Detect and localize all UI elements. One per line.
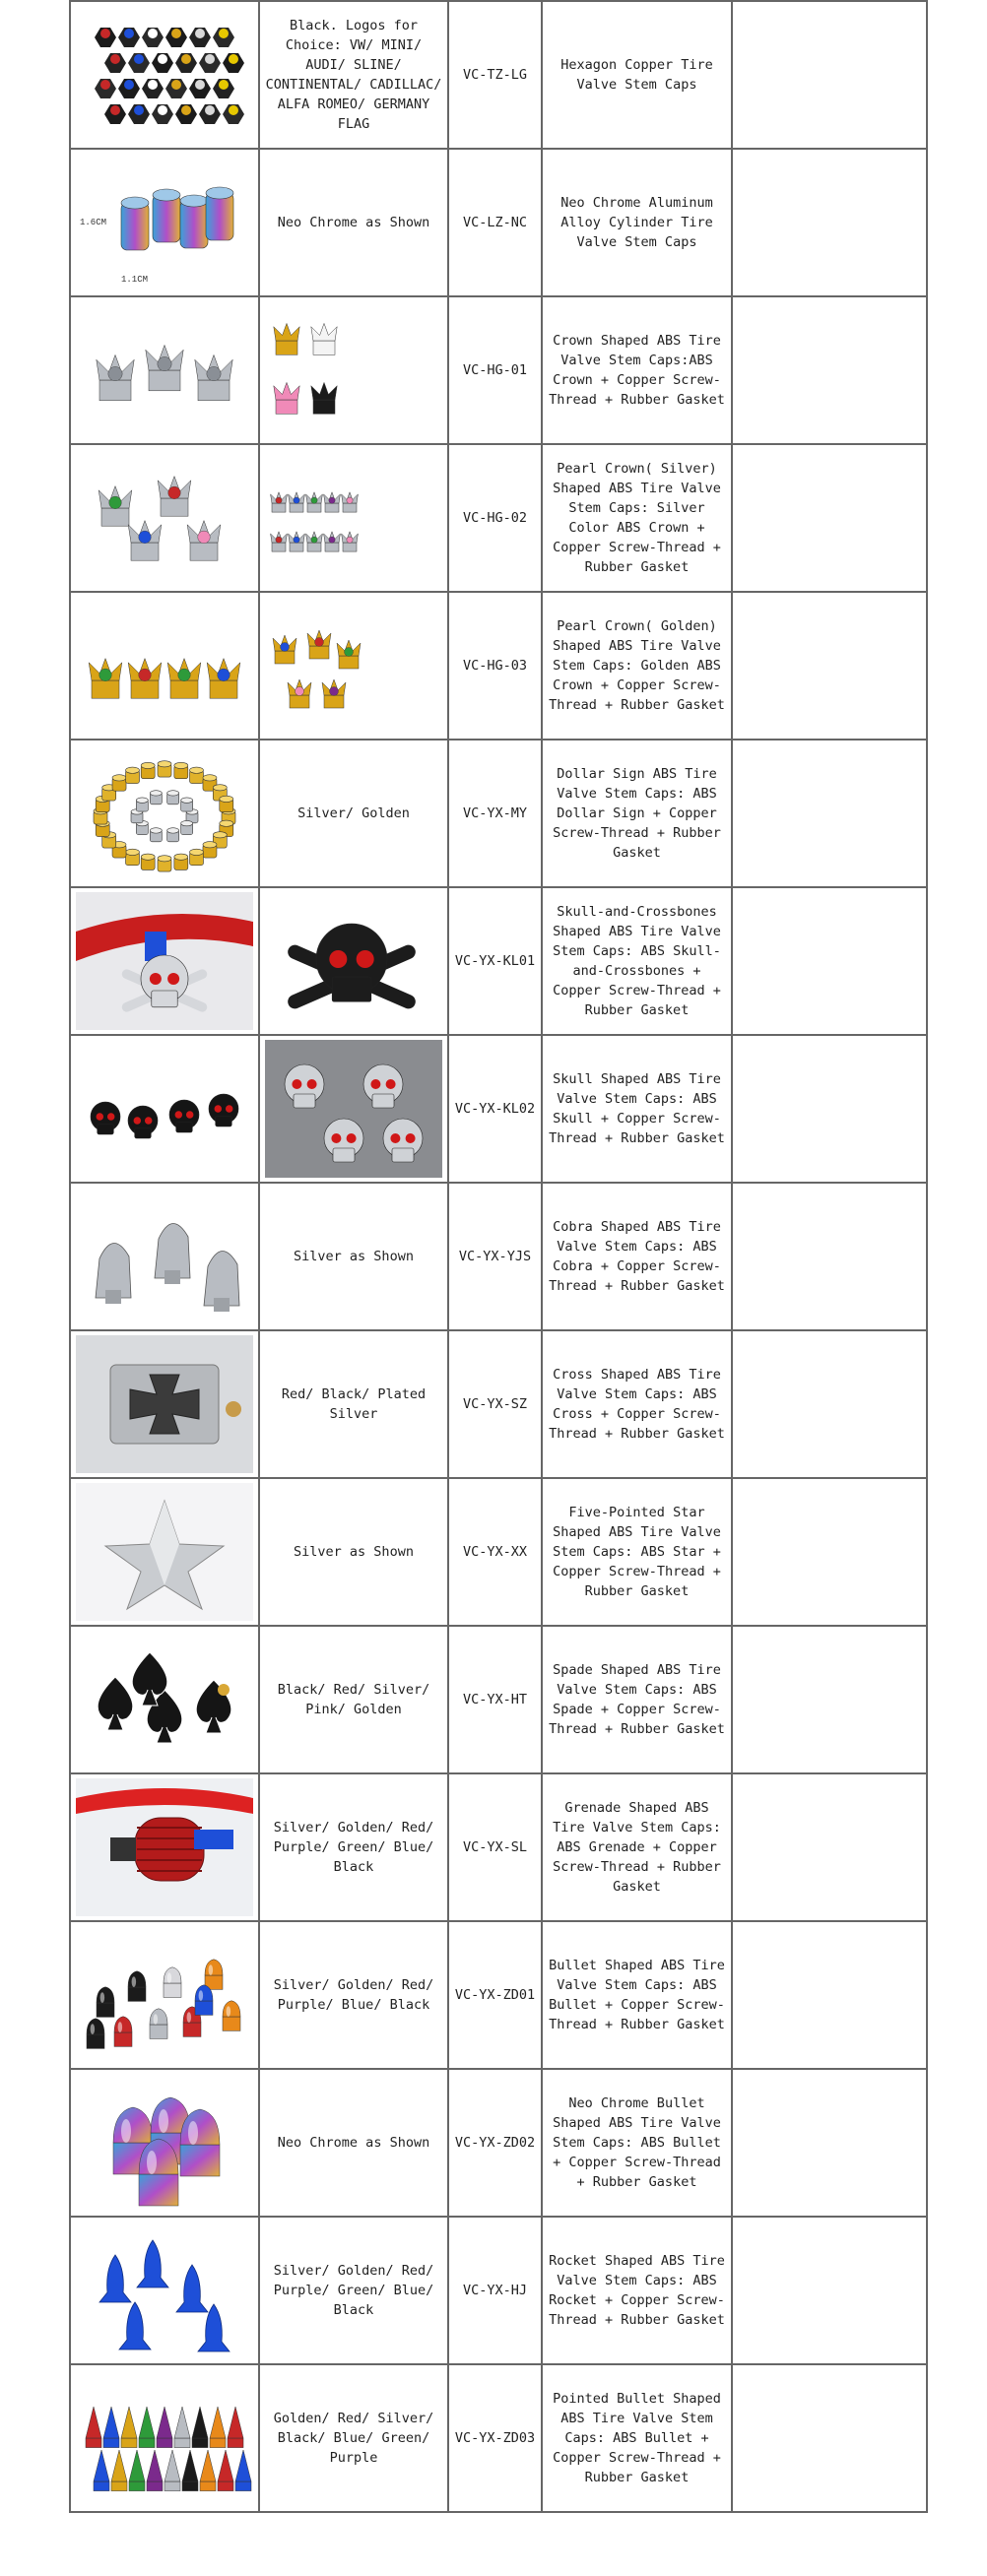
color-options: Golden/ Red/ Silver/ Black/ Blue/ Green/ Purple <box>273 2411 434 2466</box>
product-photo <box>76 597 253 735</box>
product-row <box>70 296 927 444</box>
product-row <box>70 887 927 1035</box>
product-photo-alt-cell <box>259 444 448 592</box>
product-photo-cell <box>70 296 259 444</box>
product-photo <box>76 1335 253 1473</box>
empty-cell <box>732 887 927 1035</box>
product-description: Pearl Crown( Silver) Shaped ABS Tire Valve Stem Caps: Silver Color ABS Crown + Copper Screw-Thread + Rubber Gasket <box>553 461 721 575</box>
product-code-cell <box>448 444 542 592</box>
crown-caps-image <box>76 301 253 439</box>
product-photo <box>76 1631 253 1769</box>
color-options: Silver as Shown <box>294 1249 414 1264</box>
product-photo-cell <box>70 2069 259 2217</box>
product-row <box>70 1035 927 1183</box>
product-photo-alt-cell <box>259 1035 448 1183</box>
product-code-cell <box>448 740 542 887</box>
product-code: VC-YX-YJS <box>458 1249 532 1264</box>
product-description: Neo Chrome Aluminum Alloy Cylinder Tire Valve Stem Caps <box>560 195 713 250</box>
product-code: VC-YX-KL01 <box>454 953 536 969</box>
product-photo-alt <box>265 301 442 439</box>
product-description: Cobra Shaped ABS Tire Valve Stem Caps: ABS Cobra + Copper Screw-Thread + Rubber Gasket <box>549 1219 725 1294</box>
product-description-cell <box>542 1330 732 1478</box>
dollar-sign-caps-image <box>76 744 253 882</box>
product-photo-cell <box>70 1330 259 1478</box>
color-options-cell <box>259 1330 448 1478</box>
color-options-cell <box>259 740 448 887</box>
product-code: VC-LZ-NC <box>462 215 528 230</box>
empty-cell <box>732 1 927 149</box>
skull-black-caps-image <box>76 1040 253 1178</box>
product-photo-cell <box>70 2364 259 2512</box>
product-code: VC-YX-XX <box>462 1544 528 1560</box>
product-photo-alt <box>265 892 442 1030</box>
product-photo-cell <box>70 592 259 740</box>
product-description: Crown Shaped ABS Tire Valve Stem Caps:ABS Crown + Copper Screw-Thread + Rubber Gasket <box>549 333 725 408</box>
product-description: Pointed Bullet Shaped ABS Tire Valve Stem Caps: ABS Bullet + Copper Screw-Thread + Rubber Gasket <box>553 2391 721 2485</box>
product-row <box>70 1921 927 2069</box>
product-row <box>70 1773 927 1921</box>
product-photo <box>76 1188 253 1325</box>
pearl-crown-golden-group-image <box>265 597 442 735</box>
color-options: Silver/ Golden/ Red/ Purple/ Green/ Blue/ Black <box>273 2263 434 2318</box>
product-row <box>70 444 927 592</box>
product-code: VC-HG-01 <box>462 362 528 378</box>
product-code: VC-HG-03 <box>462 658 528 674</box>
product-photo <box>76 2369 253 2507</box>
color-options: Silver/ Golden/ Red/ Purple/ Green/ Blue/ Black <box>273 1820 434 1875</box>
product-row <box>70 1330 927 1478</box>
star-cap-image <box>76 1483 253 1621</box>
product-photo-cell <box>70 887 259 1035</box>
product-description: Neo Chrome Bullet Shaped ABS Tire Valve Stem Caps: ABS Bullet + Copper Screw-Thread + Rubber Gasket <box>553 2095 721 2190</box>
product-code: VC-TZ-LG <box>462 67 528 83</box>
product-photo-alt <box>265 1040 442 1178</box>
product-photo <box>76 301 253 439</box>
dimension-label-width: 1.6CM <box>80 218 107 227</box>
crown-caps-color-image <box>265 301 442 439</box>
product-description-cell <box>542 149 732 296</box>
product-code-cell <box>448 1183 542 1330</box>
color-options-cell <box>259 1 448 149</box>
product-photo <box>76 2222 253 2359</box>
product-row <box>70 1478 927 1626</box>
color-options: Black. Logos for Choice: VW/ MINI/ AUDI/ SLINE/ CONTINENTAL/ CADILLAC/ ALFA ROMEO/ GERMANY FLAG <box>265 18 442 132</box>
color-options-cell <box>259 1478 448 1626</box>
product-description-cell <box>542 444 732 592</box>
pearl-crown-silver-image <box>76 449 253 587</box>
product-description-cell <box>542 887 732 1035</box>
product-description: Bullet Shaped ABS Tire Valve Stem Caps: ABS Bullet + Copper Screw-Thread + Rubber Gasket <box>549 1958 725 2032</box>
product-photo <box>76 1483 253 1621</box>
product-code-cell <box>448 1035 542 1183</box>
logo-hex-caps-image <box>76 6 253 144</box>
product-code-cell <box>448 1921 542 2069</box>
product-photo <box>76 6 253 144</box>
product-code-cell <box>448 1478 542 1626</box>
color-options-cell <box>259 1773 448 1921</box>
empty-cell <box>732 1478 927 1626</box>
color-options: Silver/ Golden <box>297 805 410 821</box>
product-code-cell <box>448 296 542 444</box>
pearl-crown-golden-image <box>76 597 253 735</box>
product-description-cell <box>542 1773 732 1921</box>
color-options: Neo Chrome as Shown <box>277 215 430 230</box>
color-options-cell <box>259 1626 448 1773</box>
product-description-cell <box>542 1035 732 1183</box>
color-options-cell <box>259 149 448 296</box>
product-code: VC-YX-ZD02 <box>454 2135 536 2151</box>
product-description-cell <box>542 592 732 740</box>
product-photo-cell <box>70 1183 259 1330</box>
empty-cell <box>732 444 927 592</box>
product-row <box>70 740 927 887</box>
product-row <box>70 592 927 740</box>
product-photo-cell <box>70 149 259 296</box>
empty-cell <box>732 1626 927 1773</box>
spade-caps-image <box>76 1631 253 1769</box>
product-code-cell <box>448 592 542 740</box>
product-row <box>70 1 927 149</box>
product-code-cell <box>448 1 542 149</box>
product-photo <box>76 449 253 587</box>
product-photo <box>76 2074 253 2212</box>
product-description-cell <box>542 1183 732 1330</box>
product-code: VC-YX-SZ <box>462 1396 528 1412</box>
product-photo-alt <box>265 597 442 735</box>
color-options-cell <box>259 1183 448 1330</box>
product-description: Five-Pointed Star Shaped ABS Tire Valve Stem Caps: ABS Star + Copper Screw-Thread + Rubber Gasket <box>553 1505 721 1599</box>
empty-cell <box>732 1183 927 1330</box>
product-photo-cell <box>70 1773 259 1921</box>
product-photo <box>76 1778 253 1916</box>
product-code-cell <box>448 1330 542 1478</box>
product-photo-cell <box>70 1478 259 1626</box>
empty-cell <box>732 1035 927 1183</box>
dimension-label-height: 1.1CM <box>121 275 149 285</box>
color-options: Neo Chrome as Shown <box>277 2135 430 2151</box>
product-code-cell <box>448 887 542 1035</box>
product-row <box>70 2217 927 2364</box>
product-description: Dollar Sign ABS Tire Valve Stem Caps: ABS Dollar Sign + Copper Screw-Thread + Rubber Gasket <box>553 766 721 861</box>
color-options-cell <box>259 1921 448 2069</box>
product-photo <box>76 154 253 291</box>
product-description: Pearl Crown( Golden) Shaped ABS Tire Valve Stem Caps: Golden ABS Crown + Copper Screw-Thread + Rubber Gasket <box>549 618 725 713</box>
skull-crossbones-silver-image <box>76 892 253 1030</box>
product-photo <box>76 892 253 1030</box>
product-photo-cell <box>70 2217 259 2364</box>
empty-cell <box>732 296 927 444</box>
product-code: VC-YX-ZD01 <box>454 1987 536 2003</box>
product-photo <box>76 1040 253 1178</box>
product-photo <box>76 1926 253 2064</box>
empty-cell <box>732 1773 927 1921</box>
empty-cell <box>732 1330 927 1478</box>
product-code: VC-HG-02 <box>462 510 528 526</box>
product-description-cell <box>542 2364 732 2512</box>
neo-chrome-cylinder-image <box>76 154 253 291</box>
bullet-caps-image <box>76 1926 253 2064</box>
product-code-cell <box>448 2069 542 2217</box>
product-photo-cell <box>70 1 259 149</box>
product-row <box>70 1183 927 1330</box>
product-description: Hexagon Copper Tire Valve Stem Caps <box>560 57 713 93</box>
product-table <box>69 0 928 2513</box>
product-photo-alt <box>265 449 442 587</box>
product-description-cell <box>542 1 732 149</box>
color-options-cell <box>259 2217 448 2364</box>
product-description-cell <box>542 296 732 444</box>
product-code: VC-YX-SL <box>462 1839 528 1855</box>
product-code-cell <box>448 1626 542 1773</box>
pearl-crown-silver-group-image <box>265 449 442 587</box>
product-photo-cell <box>70 1035 259 1183</box>
product-description: Skull-and-Crossbones Shaped ABS Tire Valve Stem Caps: ABS Skull-and-Crossbones + Copper Screw-Thread + Rubber Gasket <box>553 904 721 1018</box>
pointed-bullet-caps-image <box>76 2369 253 2507</box>
product-row <box>70 2364 927 2512</box>
product-code: VC-YX-ZD03 <box>454 2430 536 2446</box>
color-options: Red/ Black/ Plated Silver <box>281 1386 427 1422</box>
color-options: Silver as Shown <box>294 1544 414 1560</box>
empty-cell <box>732 592 927 740</box>
grenade-cap-image <box>76 1778 253 1916</box>
product-row <box>70 149 927 296</box>
product-photo-alt-cell <box>259 592 448 740</box>
product-code-cell <box>448 2217 542 2364</box>
skull-crossbones-black-image <box>265 892 442 1030</box>
product-photo-alt-cell <box>259 296 448 444</box>
product-description-cell <box>542 1626 732 1773</box>
skull-silver-caps-image <box>265 1040 442 1178</box>
product-description: Cross Shaped ABS Tire Valve Stem Caps: ABS Cross + Copper Screw-Thread + Rubber Gasket <box>549 1367 725 1442</box>
color-options: Black/ Red/ Silver/ Pink/ Golden <box>277 1682 430 1717</box>
product-code: VC-YX-KL02 <box>454 1101 536 1117</box>
product-photo-cell <box>70 1626 259 1773</box>
product-description: Skull Shaped ABS Tire Valve Stem Caps: ABS Skull + Copper Screw-Thread + Rubber Gasket <box>549 1071 725 1146</box>
product-code-cell <box>448 1773 542 1921</box>
cobra-caps-image <box>76 1188 253 1325</box>
product-description-cell <box>542 740 732 887</box>
product-description-cell <box>542 1921 732 2069</box>
cross-cap-image <box>76 1335 253 1473</box>
product-code: VC-YX-HT <box>462 1692 528 1707</box>
neo-chrome-bullet-image <box>76 2074 253 2212</box>
product-code: VC-YX-MY <box>462 805 528 821</box>
empty-cell <box>732 149 927 296</box>
product-description-cell <box>542 2069 732 2217</box>
empty-cell <box>732 1921 927 2069</box>
product-row <box>70 1626 927 1773</box>
product-photo-alt-cell <box>259 887 448 1035</box>
product-code-cell <box>448 149 542 296</box>
color-options-cell <box>259 2069 448 2217</box>
product-code-cell <box>448 2364 542 2512</box>
rocket-caps-image <box>76 2222 253 2359</box>
product-photo-cell <box>70 1921 259 2069</box>
empty-cell <box>732 740 927 887</box>
product-code: VC-YX-HJ <box>462 2283 528 2298</box>
product-description: Rocket Shaped ABS Tire Valve Stem Caps: ABS Rocket + Copper Screw-Thread + Rubber Gasket <box>549 2253 725 2328</box>
product-description: Spade Shaped ABS Tire Valve Stem Caps: ABS Spade + Copper Screw-Thread + Rubber Gasket <box>549 1662 725 1737</box>
product-photo <box>76 744 253 882</box>
empty-cell <box>732 2364 927 2512</box>
empty-cell <box>732 2069 927 2217</box>
empty-cell <box>732 2217 927 2364</box>
product-description-cell <box>542 1478 732 1626</box>
product-photo-cell <box>70 444 259 592</box>
color-options: Silver/ Golden/ Red/ Purple/ Blue/ Black <box>273 1977 434 2013</box>
color-options-cell <box>259 2364 448 2512</box>
product-description: Grenade Shaped ABS Tire Valve Stem Caps: ABS Grenade + Copper Screw-Thread + Rubber Gasket <box>553 1800 721 1895</box>
product-row <box>70 2069 927 2217</box>
product-description-cell <box>542 2217 732 2364</box>
product-photo-cell <box>70 740 259 887</box>
